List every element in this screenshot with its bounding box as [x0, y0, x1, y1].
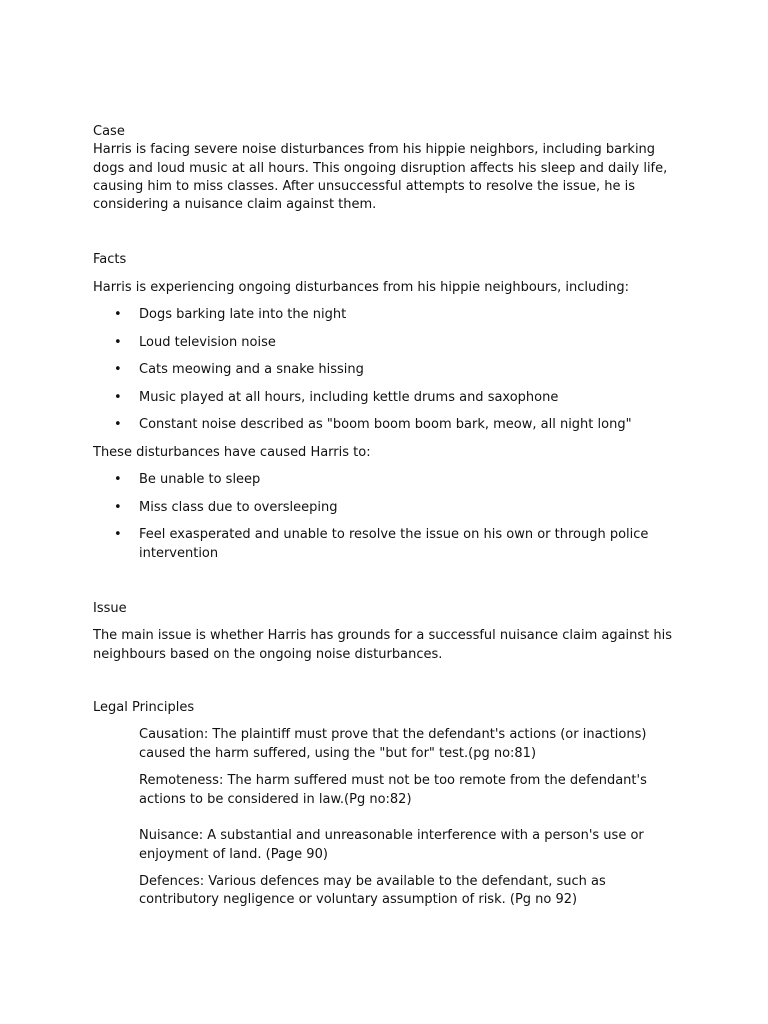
list-item-text: Dogs barking late into the night [139, 307, 347, 323]
bullet-icon: • [114, 472, 122, 488]
list-item [93, 361, 683, 379]
effects-intro: These disturbances have caused Harris to: [93, 444, 371, 460]
principle-nuisance: Nuisance: A substantial and unreasonable interference with a person's use or enjoyment of land. (Page 90) [139, 828, 644, 862]
list-item-text: Constant noise described as "boom boom boom bark, meow, all night long" [139, 417, 632, 433]
list-item-text: Cats meowing and a snake hissing [139, 362, 364, 378]
disturbances-list [93, 306, 683, 434]
bullet-icon: • [114, 362, 122, 378]
legal-principles-heading: Legal Principles [93, 700, 195, 715]
list-item-text: Feel exasperated and unable to resolve the issue on his own or through police intervention [139, 527, 649, 561]
facts-heading: Facts [93, 252, 127, 268]
bullet-icon: • [114, 334, 122, 350]
principle-causation: Causation: The plaintiff must prove that the defendant's actions (or inactions) caused the harm suffered, using the "but for" test.(pg no:81) [139, 727, 647, 761]
principle-remoteness: Remoteness: The harm suffered must not be too remote from the defendant's actions to be considered in law.(Pg no:82) [139, 773, 647, 807]
issue-heading: Issue [93, 600, 127, 616]
list-item [93, 526, 683, 563]
bullet-icon: • [114, 307, 122, 323]
bullet-icon: • [114, 527, 122, 543]
facts-intro: Harris is experiencing ongoing disturbances from his hippie neighbours, including: [93, 279, 629, 295]
case-text: Harris is facing severe noise disturbances from his hippie neighbors, including barking dogs and loud music at all hours. This ongoing disruption affects his sleep and daily life, causing him to miss classes. After unsuccessful attempts to resolve the issue, he is considering a nuisance claim against them. [93, 142, 668, 213]
bullet-icon: • [114, 417, 122, 433]
effects-list [93, 471, 683, 563]
list-item-text: Music played at all hours, including kettle drums and saxophone [139, 389, 559, 405]
list-item [93, 471, 683, 489]
principle-defences: Defences: Various defences may be available to the defendant, such as contributory negligence or voluntary assumption of risk. (Pg no 92) [139, 874, 606, 908]
document-page [93, 123, 683, 910]
list-item [93, 416, 683, 434]
list-item-text: Miss class due to oversleeping [139, 499, 338, 515]
legal-principles-list [93, 726, 683, 909]
case-heading: Case [93, 124, 125, 139]
bullet-icon: • [114, 499, 122, 515]
list-item-text: Be unable to sleep [139, 472, 261, 488]
list-item [93, 306, 683, 324]
list-item [93, 389, 683, 407]
list-item [93, 499, 683, 517]
bullet-icon: • [114, 389, 122, 405]
list-item-text: Loud television noise [139, 334, 276, 350]
list-item [93, 334, 683, 352]
issue-text: The main issue is whether Harris has grounds for a successful nuisance claim against his neighbours based on the ongoing noise disturbances. [93, 628, 673, 662]
